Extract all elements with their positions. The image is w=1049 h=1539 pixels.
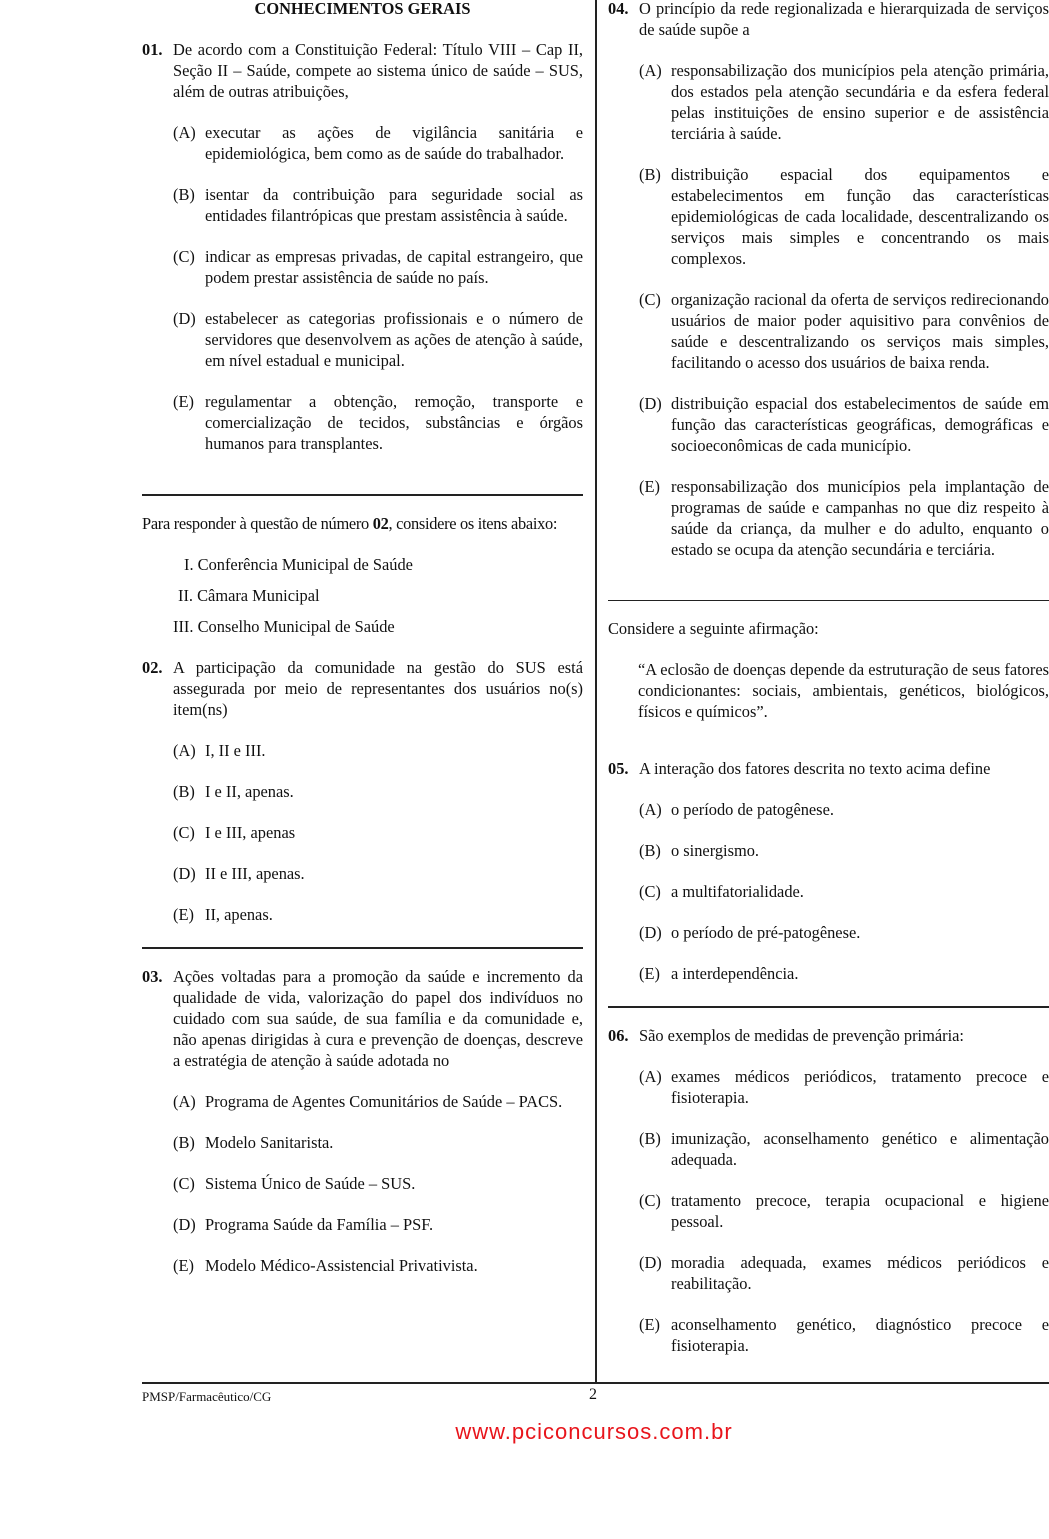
instruction-number: 02 (372, 514, 389, 533)
instruction-text: Para responder à questão de número (142, 514, 373, 533)
option-text: II, apenas. (205, 905, 273, 924)
question-text: O princípio da rede regionalizada e hierarquizada de serviços de saúde supõe a (639, 0, 1049, 39)
option-text: distribuição espacial dos equipamentos e estabelecimentos em função das características epidemiológicas de cada localidade, descentralizando os serviços mais simples e concentrando os mais complexos. (671, 165, 1049, 268)
option-c (639, 289, 1049, 373)
question-number: 04. (608, 0, 629, 18)
question-04 (608, 0, 1049, 40)
option-text: organização racional da oferta de serviços redirecionando usuários de maior poder aquisitivo para convênios de saúde e descentralizando os serviços mais simples, facilitando o acesso dos usuários de baixa renda. (671, 290, 1049, 372)
option-d (173, 1214, 583, 1235)
divider (142, 947, 583, 949)
instruction-02 (142, 513, 583, 534)
option-b (639, 1128, 1049, 1170)
question-text: De acordo com a Constituição Federal: Título VIII – Cap II, Seção II – Saúde, compete ao sistema único de saúde – SUS, além de outras atribuições, (173, 40, 583, 101)
question-text: A interação dos fatores descrita no texto acima define (639, 759, 991, 778)
option-text: I, II e III. (205, 741, 266, 760)
option-text: executar as ações de vigilância sanitária e epidemiológica, bem como as de saúde do trabalhador. (205, 123, 583, 163)
option-d (173, 308, 583, 371)
option-label: (C) (173, 823, 195, 842)
option-label: (D) (173, 1215, 196, 1234)
option-label: (B) (639, 165, 661, 184)
option-label: (D) (639, 923, 662, 942)
option-label: (E) (639, 964, 660, 983)
option-label: (B) (173, 1133, 195, 1152)
site-url-link[interactable]: www.pciconcursos.com.br (455, 1419, 733, 1444)
option-d (639, 393, 1049, 456)
option-label: (C) (639, 882, 661, 901)
option-label: (A) (173, 123, 196, 142)
option-label: (E) (173, 1256, 194, 1275)
option-label: (C) (639, 290, 661, 309)
option-label: (A) (639, 61, 662, 80)
option-label: (E) (173, 905, 194, 924)
instruction-text: , considere os itens abaixo: (388, 514, 558, 533)
option-label: (C) (173, 1174, 195, 1193)
option-d (173, 863, 583, 884)
option-c (639, 1190, 1049, 1232)
option-a (639, 1066, 1049, 1108)
section-heading: CONHECIMENTOS GERAIS (254, 0, 471, 18)
question-01 (142, 39, 583, 102)
option-label: (E) (639, 1315, 660, 1334)
footer-code: PMSP/Farmacêutico/CG (142, 1389, 272, 1404)
option-text: o sinergismo. (671, 841, 760, 860)
option-text: responsabilização dos municípios pela atenção primária, dos estados pela atenção secundária e da esfera federal pelas instituições de ensino superior e de assistência terciária à saúde. (671, 61, 1049, 143)
option-text: isentar da contribuição para seguridade social as entidades filantrópicas que prestam assistência à saúde. (205, 185, 583, 225)
option-text: imunização, aconselhamento genético e alimentação adequada. (671, 1129, 1049, 1169)
option-label: (B) (639, 841, 661, 860)
option-a (639, 799, 1049, 820)
option-text: o período de patogênese. (671, 800, 834, 819)
option-e (639, 1314, 1049, 1356)
option-e (173, 1255, 583, 1276)
page-number: 2 (589, 1386, 597, 1403)
option-b (173, 184, 583, 226)
question-02 (142, 657, 583, 720)
option-b (173, 781, 583, 802)
option-label: (B) (173, 185, 195, 204)
item-i: I. Conferência Municipal de Saúde (184, 555, 413, 574)
option-text: Sistema Único de Saúde – SUS. (205, 1174, 416, 1193)
option-b (639, 164, 1049, 269)
option-c (173, 246, 583, 288)
option-text: Programa de Agentes Comunitários de Saúde – PACS. (205, 1092, 563, 1111)
option-text: I e III, apenas (205, 823, 296, 842)
question-text: São exemplos de medidas de prevenção primária: (639, 1026, 964, 1045)
right-column (608, 0, 1049, 1356)
option-e (173, 391, 583, 454)
option-text: II e III, apenas. (205, 864, 305, 883)
option-a (173, 1091, 583, 1112)
left-column (142, 0, 583, 1276)
option-d (639, 922, 1049, 943)
question-text: Ações voltadas para a promoção da saúde e incremento da qualidade de vida, valorização do papel dos indivíduos no cuidado com sua saúde, de sua família e da comunidade e, não apenas dirigidas à cura e prevenção de doenças, descreve a estratégia de atenção à saúde adotada no (173, 967, 583, 1070)
option-a (173, 122, 583, 164)
option-text: o período de pré-patogênese. (671, 923, 861, 942)
option-text: I e II, apenas. (205, 782, 294, 801)
option-text: indicar as empresas privadas, de capital estrangeiro, que podem prestar assistência de saúde no país. (205, 247, 583, 287)
option-c (639, 881, 1049, 902)
option-label: (B) (173, 782, 195, 801)
option-label: (E) (173, 392, 194, 411)
divider (142, 494, 583, 496)
option-text: aconselhamento genético, diagnóstico precoce e fisioterapia. (671, 1315, 1049, 1355)
option-text: regulamentar a obtenção, remoção, transporte e comercialização de tecidos, substâncias e órgãos humanos para transplantes. (205, 392, 583, 453)
option-label: (E) (639, 477, 660, 496)
divider (608, 600, 1049, 601)
option-b (639, 840, 1049, 861)
option-c (173, 1173, 583, 1194)
option-label: (A) (173, 741, 196, 760)
option-c (173, 822, 583, 843)
option-text: Modelo Médico-Assistencial Privativista. (205, 1256, 478, 1275)
option-text: responsabilização dos municípios pela implantação de programas de saúde e campanhas no que diz respeito à saúde da criança, da mulher e do adulto, enquanto o estado se ocupa da atenção secundária e terciária. (671, 477, 1049, 559)
option-text: a interdependência. (671, 964, 799, 983)
item-iii: III. Conselho Municipal de Saúde (173, 617, 395, 636)
consider-statement: Considere a seguinte afirmação: (608, 619, 819, 638)
quote-text: “A eclosão de doenças depende da estruturação de seus fatores condicionantes: sociais, ambientais, genéticos, biológicos, físicos e químicos”. (638, 660, 1049, 721)
question-number: 05. (608, 759, 629, 778)
option-label: (D) (639, 1253, 662, 1272)
option-label: (C) (173, 247, 195, 266)
divider (608, 1006, 1049, 1008)
question-number: 01. (142, 40, 163, 59)
option-a (639, 60, 1049, 144)
question-number: 03. (142, 967, 163, 986)
option-label: (B) (639, 1129, 661, 1148)
option-d (639, 1252, 1049, 1294)
question-number: 06. (608, 1026, 629, 1045)
column-divider (595, 0, 597, 1384)
option-text: exames médicos periódicos, tratamento precoce e fisioterapia. (671, 1067, 1049, 1107)
option-e (173, 904, 583, 925)
option-label: (D) (173, 864, 196, 883)
option-label: (A) (173, 1092, 196, 1111)
option-text: a multifatorialidade. (671, 882, 804, 901)
option-label: (D) (639, 394, 662, 413)
item-ii: II. Câmara Municipal (178, 586, 320, 605)
option-label: (D) (173, 309, 196, 328)
question-03 (142, 966, 583, 1071)
option-text: estabelecer as categorias profissionais e o número de servidores que desenvolvem as ações de atenção à saúde, em nível estadual e municipal. (205, 309, 583, 370)
question-text: A participação da comunidade na gestão do SUS está assegurada por meio de representantes dos usuários no(s) item(ns) (173, 658, 583, 719)
option-e (639, 476, 1049, 560)
option-label: (C) (639, 1191, 661, 1210)
option-text: tratamento precoce, terapia ocupacional e higiene pessoal. (671, 1191, 1049, 1231)
question-05 (608, 758, 1049, 779)
option-label: (A) (639, 1067, 662, 1086)
option-text: Modelo Sanitarista. (205, 1133, 334, 1152)
question-number: 02. (142, 658, 163, 677)
option-text: moradia adequada, exames médicos periódicos e reabilitação. (671, 1253, 1049, 1293)
option-text: Programa Saúde da Família – PSF. (205, 1215, 434, 1234)
option-a (173, 740, 583, 761)
option-e (639, 963, 1049, 984)
option-label: (A) (639, 800, 662, 819)
option-b (173, 1132, 583, 1153)
option-text: distribuição espacial dos estabelecimentos de saúde em função das características geográficas, demográficas e socioeconômicas de cada município. (671, 394, 1049, 455)
question-06 (608, 1025, 1049, 1046)
